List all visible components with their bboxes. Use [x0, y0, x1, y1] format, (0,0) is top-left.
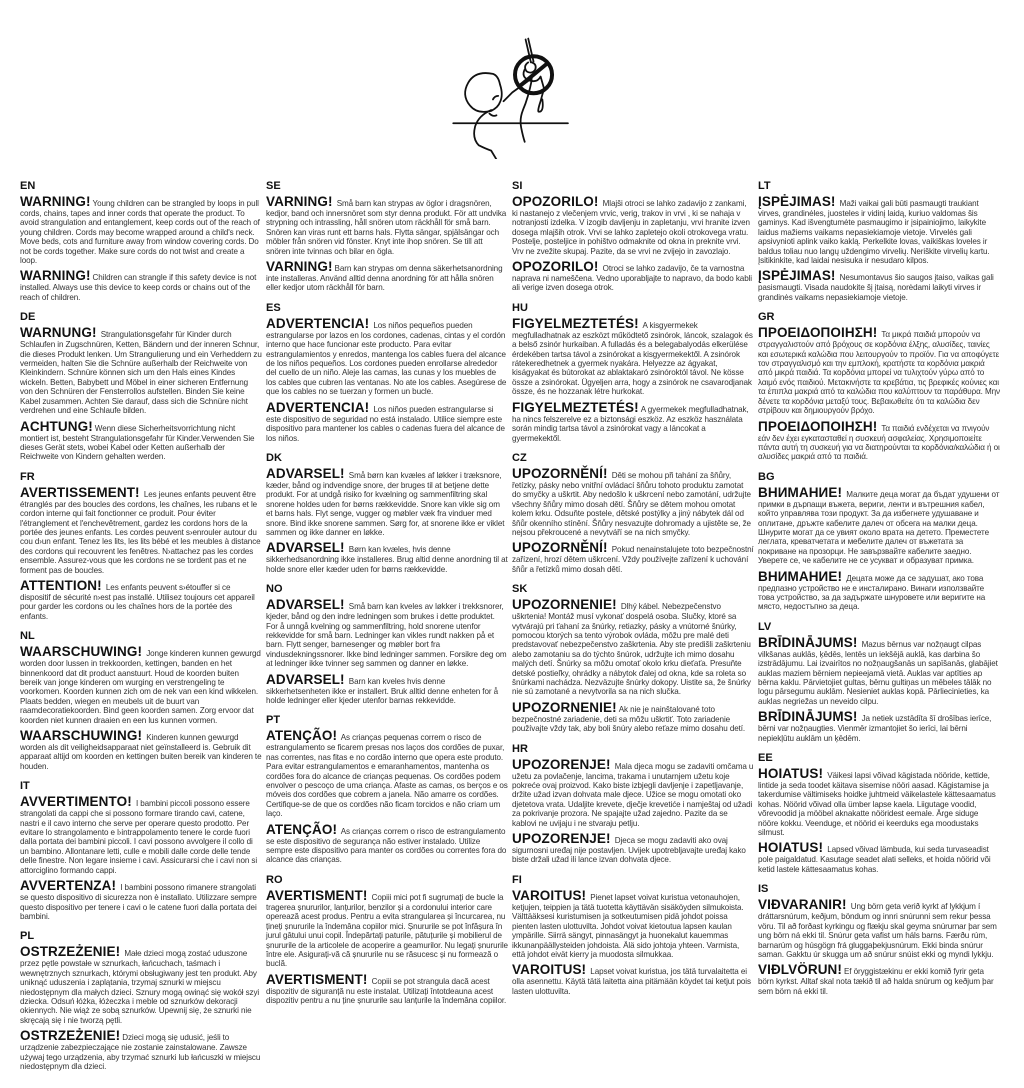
language-code: PT: [266, 714, 281, 727]
warning-text: Copiii mici pot fi sugrumați de bucle la tragerea șnururilor, lanțurilor, benzilor și a cordonului interior care operează acest produs. Pentru a evita strangularea și încurcarea, nu țineți șnururile la îndemâna copiilor mici. Șnururile se pot înfășura în jurul gâtului unui copil. Îndepărtați paturile, pătuțurile și mobilierul de șnururile de la articolele de acoperire a geamurilor. Nu legați șnururile între ele. Asigurați-vă că șnururile nu se răsucesc și nu formează o buclă.: [266, 892, 508, 969]
warning-title: WARNING!: [20, 194, 91, 209]
warning-paragraph: [20, 326, 262, 415]
warning-title: VARNING!: [266, 259, 333, 275]
language-section-hr: [512, 743, 754, 865]
warning-title: VIÐLVÖRUN!: [758, 962, 842, 978]
warning-text: Strangulationsgefahr für Kinder durch Schlaufen in Zugschnüren, Ketten, Bändern und der inneren Schnur, die dieses Produkt lenken. Um Strangulierung und ein Verheddern zu vermeiden, halten Sie die Schnüre außerhalb der Reichweite von Kleinkindern. Schnüre können sich um den Hals eines Kindes wickeln. Betten, Babybett und Möbel in einer sicheren Entfernung von den Schnüren der Fensterrollos aufstellen. Binden Sie keine Kabel zusammen. Achten Sie darauf, dass sich die Schnüre nicht verdrehen und eine Schlaufe bilden.: [20, 330, 262, 416]
warning-text: A kisgyermekek megfulladhatnak az eszközt működtető zsinórok, láncok, szalagok és a belső zsinór hurkaiban. A fulladás és a belegabalyodás elkerülése érdekében tartsa távol a zsinórokat a kisgyermekektől. A zsinórok rátekeredhetnek a gyermek nyakára. Helyezze az ágyakat, kiságyakat és bútorokat az ablaktakaró zsinóroktól távol. Ne kösse össze a zsinórokat. Ügyeljen arra, hogy a zsinórok ne csavarodjanak össze, és ne hozzanak létre hurkokat.: [512, 320, 753, 397]
warning-title: BRĪDINĀJUMS!: [758, 634, 858, 650]
warning-paragraph: [758, 898, 1000, 959]
warning-title: WAARSCHUWING!: [20, 728, 143, 744]
warning-title: ADVARSEL!: [266, 671, 345, 687]
warning-text: Малките деца могат да бъдат удушени от примки в дърпащи въжета, вериги, ленти и вътрешния кабел, който управлява този продукт. За да избегнете удушаване и оплитане, дръжте кабелите далеч от обсега на малки деца. Шнурите могат да се увият около врата на детето. Преместете леглата, креватчетата и мебелите далеч от въжетата за покриване на прозорци. Не завързвайте кабелите заедно. Уверете се, че кабелите не се усукват и образуват примка.: [758, 489, 1000, 566]
warning-text: Jonge kinderen kunnen gewurgd worden door lussen in trekkoorden, kettingen, banden en het binnenkoord dat dit product aanstuurt. Houd de koorden buiten bereik van jonge kinderen om wurging en verstrengeling te voorkomen. Koorden kunnen zich om de nek van een kind wikkelen. Plaats bedden, wiegen en meubels uit de buurt van raamdecoratiekoorden. Bind geen koorden samen. Zorg ervoor dat koorden niet kunnen draaien en een lus kunnen vormen.: [20, 649, 261, 725]
language-code: EN: [20, 180, 36, 192]
warning-title: ADVARSEL!: [266, 597, 345, 613]
warning-text: Los niños pequeños pueden estrangularse por lazos en los cordones, cadenas, cintas y el cordón interno que hace funcionar este producto. Para evitar estrangulamientos y enredos, mantenga los cables fuera del alcance de los niños pequeños. Los cordones pueden enrollarse alrededor del cuello de un niño. Aleje las camas, las cunas y los muebles de los cables que cubren las ventanas. No ate los cables. Asegúrese de que los cables no se tuerzan y formen un bucle.: [266, 320, 507, 397]
warning-paragraph: [266, 598, 508, 668]
warning-paragraph: [758, 570, 1000, 612]
warning-text: Dlhý kábel. Nebezpečenstvo uškrtenia! Montáž musí vykonať dospelá osoba. Slučky, ktoré sa vytvárajú pri ťahaní za šnúrky, retiazky, pásky a vnútorné šnúrky, pomocou ktorých sa tento výrobok ovláda, môžu pre malé deti predstavovať nebezpečenstvo zaškrtenia. Aby ste predišli zaškrteniu alebo zamotaniu sa do týchto šnúrok, udržujte ich mimo dosahu malých detí. Šnúrky sa môžu omotať okolo krku dieťaťa. Presuňte detské postieľky, ohrádky a nábytok ďalej od okna, kde sa roleta so šnúrkami nachádza. Nezväzujte šnúrky dokopy. Uistite sa, že šnúrky nie sú zamotané a nevytvorila sa na nich slučka.: [512, 602, 751, 697]
language-section-ee: [758, 752, 1000, 874]
warning-paragraph: [758, 636, 1000, 706]
language-section-fr: [20, 471, 262, 621]
warning-paragraph: [266, 467, 508, 537]
warning-title: ΠΡΟΕΙΔΟΠΟΙΗΣΗ!: [758, 418, 878, 434]
language-section-si: [512, 180, 754, 293]
language-section-pt: [266, 714, 508, 864]
warning-paragraph: [512, 598, 754, 697]
warning-paragraph: [20, 645, 262, 725]
warning-title: HOIATUS!: [758, 766, 824, 782]
warning-text: Nesumontavus šio saugos įtaiso, vaikas gali pasismaugti. Visada naudokite šį įtaisą, norėdami laikyti virves ir grandinės vaikams nepasiekiamoje vietoje.: [758, 273, 994, 302]
language-code: SK: [512, 583, 528, 596]
warning-text: Mlajši otroci se lahko zadavijo z zankami, ki nastanejo z vlečenjem vrvic, verig, trakov in vrvi , ki se nahaja v notranjosti izdelka. V izogib davljenju in zapletanju, vrvi hranite izven dosega mlajših otrok. Vrvi se lahko zapletejo okoli otrokovega vratu. Postelje, posteljice in pohištvo odmaknite od okna in preknite vrvi. Vrv ne zvežite skupaj. Pazite, da se vrvi ne zvijejo in zavozlajo.: [512, 199, 750, 256]
warning-paragraph: [20, 879, 262, 921]
warning-text: As crianças pequenas correm o risco de estrangulamento se ficarem presas nos laços dos cordões de puxar, nas correntes, nas fitas e no cordão interno que opera este produto. Para evitar estrangulamentos e emaranhamentos, mantenha os cordões fora do alcance de crianças pequenas. Os cordões podem envolver o pescoço de uma criança. Afaste as camas, os berços e os móveis dos cordões que cobrem a janela. Não amarre os cordões. Certifique-se de que os cordões não ficam torcidos e não criam um laço.: [266, 733, 508, 819]
warning-title: FIGYELMEZTETÉS!: [512, 399, 639, 415]
warning-title: AVERTISMENT!: [266, 971, 368, 987]
language-code: NO: [266, 583, 283, 596]
warning-text: Maži vaikai gali būti pasmaugti traukiant virves, grandinėles, juosteles ir vidinį laidą, kuriuo valdomas šis gaminys. Kad išvengtumėte pasmaugimo ir įsipainiojimo, laikykite laidus mažiems vaikams nepasiekiamoje vietoje. Virvelės gali apsivynioti aplink vaiko kaklą. Perkelkite lovas, vaikiškas loveles ir baldus toliau nuo langų uždengimo virvelių. Neriškite virvelių kartu. Įsitikinkite, kad laidai nesisuka ir nesudaro kilpos.: [758, 199, 990, 266]
warning-paragraph: [512, 467, 754, 537]
language-code: GR: [758, 311, 775, 324]
warning-title: ĮSPĖJIMAS!: [758, 268, 836, 284]
warning-title: OPOZORILO!: [512, 194, 599, 209]
warning-title: AVVERTIMENTO!: [20, 794, 132, 810]
language-code: BG: [758, 470, 775, 483]
warning-text: Ef öryggistækinu er ekki komið fyrir geta börn kyrkst. Alltaf skal nota tækið til að halda snúrum og keðjum þar sem börn ná ekki til.: [758, 967, 994, 996]
language-section-lt: [758, 180, 1000, 302]
warning-title: FIGYELMEZTETÉS!: [512, 315, 639, 331]
warning-title: WAARSCHUWING!: [20, 644, 143, 660]
language-code: HU: [512, 301, 528, 314]
warning-text: Børn kan kvæles, hvis denne sikkerhedsanordning ikke installeres. Brug altid denne anordning til at holde snore eller kæder uden for børns rækkevidde.: [266, 545, 508, 574]
warning-title: ADVARSEL!: [266, 465, 345, 481]
warning-paragraph: [758, 420, 1000, 462]
warning-paragraph: [512, 832, 754, 865]
language-code: PL: [20, 930, 35, 943]
language-code: EE: [758, 752, 773, 765]
warning-paragraph: [266, 401, 508, 443]
language-section-se: [266, 180, 508, 293]
language-code: LT: [758, 180, 771, 192]
warning-text: Ung börn geta verið kyrkt af lykkjum í dráttarsnúrum, keðjum, böndum og innri snúrunni sem rekur þessa vöru. Til að forðast kyrkingu og flækju skal geyma snúrurnar þar sem ung börn ná ekki til. Snúrur geta vafist um háls barns. Færðu rúm, barnarúm og húsgögn frá gluggaþekjusnúrum. Ekki binda snúrur saman. Gakktu úr skugga um að snúrur snúist ekki og myndi lykkju.: [758, 902, 997, 959]
warning-paragraph: [758, 963, 1000, 996]
warning-title: UPOZORNENIE!: [512, 597, 617, 613]
warning-paragraph: [20, 729, 262, 771]
warning-text: Väikesi lapsi võivad kägistada nööride, kettide, lintide ja seda toodet käitava sisemise nööri aasad. Kägistamise ja takerdumise vältimiseks hoidke juhtmeid väikelastele kättesaamatus kohas. Nöörid võivad olla ümber lapse kaela. Liigutage voodid, võrevoodid ja mööbel aknakatte nööridest eemale. Ärge siduge nööre kokku. Veenduge, et nöörid ei keerduks ega moodustaks silmust.: [758, 771, 996, 838]
warning-paragraph: [512, 701, 754, 734]
language-section-dk: [266, 452, 508, 574]
warning-title: UPOZORNĚNÍ!: [512, 465, 608, 481]
language-section-cz: [512, 452, 754, 574]
language-code: CZ: [512, 451, 527, 464]
warning-text: Djeca se mogu zadaviti ako ovaj sigurnosni uređaj nije postavljen. Uvijek upotrebljavajte uređaj kako biste držali užad ili lance izvan dohvata djece.: [512, 836, 746, 865]
warning-paragraph: [266, 195, 508, 256]
warning-title: UPOZORNENIE!: [512, 699, 617, 715]
warning-paragraph: [266, 260, 508, 293]
warning-text: Små børn kan kvæles af løkker i træksnore, kæder, bånd og indvendige snore, der bruges til at betjene dette produkt. For at undgå risiko for kvælning og sammenfiltring skal snorene holdes uden for børns rækkevidde. Snore kan vikle sig om et barns hals. Flyt senge, vugger og møbler væk fra vinduer med snore. Bind ikke snorene sammen. Sørg for, at snorene ikke er viklet sammen og ikke danner en løkke.: [266, 470, 505, 537]
warning-title: AVVERTENZA!: [20, 878, 117, 894]
warning-title: WARNING!: [20, 268, 91, 284]
language-section-nl: [20, 630, 262, 771]
warning-text: Barn kan kveles hvis denne sikkerhetsenheten ikke er installert. Bruk alltid denne enheten for å holde ledninger eller kjeder utenfor barnas rekkevidde.: [266, 676, 499, 705]
language-section-de: [20, 311, 262, 461]
language-section-en: [20, 180, 262, 302]
warning-text: Małe dzieci mogą zostać uduszone przez pętle powstałe w sznurkach, łańcuchach, taśmach i wewnętrznych sznurkach, którymi obsługiwany jest ten produkt. Aby uniknąć uduszenia i zaplątania, trzymaj sznurki w miejscu niedostępnym dla małych dzieci. Sznury mogą owinąć się wokół szyi dziecka. Odsuń łóżka, łóżeczka i meble od sznurków dekoracji okiennych. Nie wiąż ze sobą sznurków. Upewnij się, że sznurki nie skręcają się i nie tworzą pętli.: [20, 949, 260, 1025]
warning-paragraph: [758, 767, 1000, 837]
warning-title: VARNING!: [266, 194, 333, 209]
language-section-es: [266, 302, 508, 443]
warning-title: VAROITUS!: [512, 962, 587, 978]
warning-paragraph: [758, 710, 1000, 743]
warning-text: Mala djeca mogu se zadaviti omčama u užetu za povlačenje, lancima, trakama i unutarnjem užetu koje pokreće ovaj proizvod. Kako biste izbjegli davljenje i zapetljavanje, držite užad izvan dohvata male djece. Užice se mogu omotati oko djetetova vrata. Udaljite krevete, dječje krevetiće i namještaj od užadi za pokrivanje prozora. Ne spajajte užad zajedno. Pazite da se kablovi ne uvijaju i ne stvaraju petlju.: [512, 761, 754, 828]
language-section-is: [758, 883, 1000, 996]
warning-paragraph: [512, 889, 754, 959]
language-code: IS: [758, 883, 769, 896]
warning-paragraph: [20, 195, 262, 265]
language-section-gr: [758, 311, 1000, 461]
warning-paragraph: [266, 673, 508, 706]
warning-paragraph: [512, 260, 754, 293]
warning-paragraph: [512, 541, 754, 574]
warning-title: ADVERTENCIA!: [266, 399, 370, 415]
warning-title: ВНИМАНИЕ!: [758, 568, 843, 584]
warning-title: OSTRZEŻENIE!: [20, 1028, 121, 1044]
warning-paragraph: [512, 758, 754, 828]
warning-paragraph: [266, 889, 508, 969]
warning-title: ADVARSEL!: [266, 540, 345, 556]
warning-text: Lapsed võivad lämbuda, kui seda turvaseadist pole paigaldatud. Kasutage seadet alati selleks, et hoida nöörid või ketid lastele kättesaamatus kohas.: [758, 845, 991, 874]
warning-title: OPOZORILO!: [512, 259, 599, 275]
warning-paragraph: [20, 486, 262, 575]
warning-title: AVERTISSEMENT!: [20, 484, 140, 500]
warning-title: ATENÇÃO!: [266, 821, 338, 837]
warning-text: Young children can be strangled by loops in pull cords, chains, tapes and inner cords that operate the product. To avoid strangulation and entanglement, keep cords out of the reach of young children. Cords may become wrapped around a child's neck. Move beds, cots and furniture away from window covering cords. Do not be cords together. Make sure cords do not twist and create a loop.: [20, 199, 260, 266]
warning-paragraph: [758, 326, 1000, 415]
warning-text: Děti se mohou při tahání za šňůry, řetízky, pásky nebo vnitřní ovládací šňůru tohoto produktu zamotat do smyčky a uškrtit. Aby nedošlo k uškrcení nebo zamotání, udržujte všechny šňůry mimo dosah dětí. Šňůry se dětem mohou omotat kolem krku. Odsuňte postele, dětské postýlky a jiný nábytek dál od šňůr okenního stínění. Šňůry nesvazujte dohromady a ujistěte se, že nejsou překroucené a nevytváří se na nich smyčky.: [512, 470, 751, 537]
language-code: DK: [266, 451, 282, 464]
warning-title: UPOZORENJE!: [512, 831, 611, 847]
warning-paragraph: [266, 729, 508, 818]
warning-paragraph: [512, 317, 754, 397]
warning-title: BRĪDINĀJUMS!: [758, 709, 858, 725]
language-column: [512, 180, 754, 1005]
warning-text: Children can strangle if this safety device is not installed. Always use this device to keep cords or chains out of the reach of children.: [20, 273, 257, 302]
warning-title: ADVERTENCIA!: [266, 315, 370, 331]
warning-paragraph: [758, 841, 1000, 874]
warning-text: I bambini possono rimanere strangolati se questo dispositivo di sicurezza non è installato. Utilizzare sempre questo dispositivo per tenere i cavi o le catene fuori dalla portata dei bambini.: [20, 883, 257, 921]
warning-title: WARNUNG!: [20, 325, 97, 341]
language-column: [758, 180, 1000, 1005]
warning-text: Kinderen kunnen gewurgd worden als dit veiligheidsapparaat niet geïnstalleerd is. Gebruik dit apparaat altijd om koorden en kettingen buiten bereik van kinderen te houden.: [20, 733, 262, 771]
warning-text: Децата може да се задушат, ако това предпазно устройство не е инсталирано. Винаги използвайте това устройство, за да задържате шнуровете или веригите на място, недостъпно за деца.: [758, 573, 986, 612]
language-code: NL: [20, 630, 35, 643]
language-code: DE: [20, 311, 36, 324]
warning-text: Ja netiek uzstādīta šī drošības ierīce, bērni var nožņaugties. Vienmēr izmantojiet šo ierīci, lai bērni nepiekļūtu auklām un ķēdēm.: [758, 714, 992, 743]
warning-text: Copiii se pot strangula dacă acest dispozitiv de siguranță nu este instalat. Utilizați întotdeauna acest dispozitiv pentru a nu ține șnururile sau lanțurile la îndemâna copiilor.: [266, 976, 507, 1006]
language-section-it: [20, 780, 262, 921]
warning-text: Ak nie je nainštalované toto bezpečnostné zariadenie, deti sa môžu uškrtiť. Toto zariadenie používajte vždy tak, aby boli šnúry alebo reťaze mimo dosahu detí.: [512, 704, 746, 734]
warning-text: Dzieci mogą się udusić, jeśli to urządzenie zabezpieczające nie zostanie zainstalowane. Zawsze używaj tego urządzenia, aby trzymać sznurki lub łańcuszki w miejscu niedostępnym dla dzieci.: [20, 1033, 261, 1071]
warning-paragraph: [758, 195, 1000, 265]
warning-title: ATENÇÃO!: [266, 728, 338, 744]
warning-text: Pokud nenainstalujete toto bezpečnostní zařízení, hrozí dětem uškrcení. Vždy používejte zařízení k uchování šňůr a řetízků mimo dosah dětí.: [512, 545, 754, 574]
language-code: IT: [20, 780, 30, 793]
warning-title: ВНИМАНИЕ!: [758, 484, 843, 500]
warning-text: Otroci se lahko zadavijo, če ta varnostna naprava ni nameščena. Vedno uporabljajte to napravo, da bodo kabli ali verige izven dosega otrok.: [512, 264, 752, 293]
warning-text: Små barn kan strypas av öglor i dragsnören, kedjor, band och innersnöret som styr denna produkt. För att undvika strypning och intrassling, håll snören utom räckhåll för små barn. Snören kan viras runt ett barns hals. Flytta sängar, spjälsängar och möbler från snören vid fönster. Knyt inte ihop snören. Se till att snören inte tvinnas och bilar en ögla.: [266, 199, 507, 256]
warning-title: ACHTUNG!: [20, 418, 93, 434]
warning-title: OSTRZEŻENIE!: [20, 944, 121, 960]
language-column: [266, 180, 508, 1015]
warning-text: A gyermekek megfulladhatnak, ha nincs felszerelve ez a biztonsági eszköz. Az eszköz használata során mindig tartsa távol a zsinórokat vagy a láncokat a gyermekektől.: [512, 404, 749, 443]
warning-text: As crianças correm o risco de estrangulamento se este dispositivo de segurança não estiver instalado. Utilize sempre este dispositivo para manter os cordões ou correntes fora do alcance das crianças.: [266, 826, 507, 865]
warning-paragraph: [512, 963, 754, 996]
warning-title: AVERTISMENT!: [266, 887, 368, 903]
warning-paragraph: [758, 269, 1000, 302]
warning-title: VAROITUS!: [512, 887, 587, 903]
warning-paragraph: [266, 541, 508, 574]
warning-text: Mazus bērnus var nožņaugt cilpas vilkšanas auklās, ķēdēs, lentēs un iekšējā auklā, kas darbina šo izstrādājumu. Lai izvairītos no nožņaugšanās un sapīšanās, glabājiet auklas maziem bērniem nepieejamā vietā. Auklas var aptīties ap bērna kaklu. Pārvietojiet gultas, bērnu gultiņas un mēbeles tālāk no logu pārsegumu auklām. Nesieniet auklas kopā. Pārliecinieties, ka auklas negriežas un neveido cilpu.: [758, 639, 998, 706]
warning-paragraph: [266, 973, 508, 1006]
warning-paragraph: [512, 195, 754, 256]
language-section-hu: [512, 302, 754, 443]
language-code: SI: [512, 180, 523, 192]
language-section-lv: [758, 621, 1000, 743]
warning-title: UPOZORNĚNÍ!: [512, 540, 608, 556]
warning-text: Små barn kan kveles av løkker i trekksnorer, kjeder, bånd og den indre ledningen som brukes i dette produktet. For å unngå kvelning og sammenfiltring, hold snorene utenfor rekkevidde for små barn. Ledninger kan vikles rundt nakken på et barn. Flytt senger, barnesenger og møbler bort fra vindusdekningssnorer. Ikke bind ledninger sammen. Forsikre deg om at ledninger ikke tvinner seg sammen og danner en løkke.: [266, 602, 507, 669]
language-code: ES: [266, 301, 281, 314]
warning-paragraph: [20, 945, 262, 1025]
language-section-pl: [20, 930, 262, 1071]
warning-paragraph: [512, 401, 754, 443]
warning-paragraph: [758, 486, 1000, 566]
language-section-sk: [512, 583, 754, 733]
warning-text: Barn kan strypas om denna säkerhetsanordning inte installeras. Använd alltid denna anordning för att hålla snören eller kedjor utom räckhåll för barn.: [266, 264, 503, 293]
warning-paragraph: [20, 1029, 262, 1071]
warning-text: I bambini piccoli possono essere strangolati da cappi che si possono formare tirando cavi, catene, nastri e il cavo interno che serve per operare questo prodotto. Per evitare lo strangolamento e l›intrappolamento tenere le corde fuori dalla portata dei bambini piccoli. I cavi possono avvolgere il collo di un bambino. Allontanare letti, culle e mobili dalle corde delle tende delle finestre. Non legare insieme i cavi. Assicurarsi che i cavi non si attorciglino formando cappi.: [20, 799, 258, 875]
warning-title: UPOZORENJE!: [512, 756, 611, 772]
warning-text: Les jeunes enfants peuvent être étranglés par des boucles des cordons, les chaînes, les rubans et le cordon interne qui fait fonctionner ce produit. Pour éviter l'étranglement et l'enchevêtrement, gardez les cordons hors de la portée des jeunes enfants. Les cordes peuvent s›enrouler autour du cou d›un enfant. Tenez les lits, les lits bébé et les meubles à distance des cordons qui recouvrent les fenêtres. N›attachez pas les cordes ensemble. Assurez-vous que les cordons ne se tordent pas et ne forment pas de boucles.: [20, 489, 261, 575]
warning-paragraph: [266, 317, 508, 397]
warning-paragraph: [20, 579, 262, 621]
warning-title: ĮSPĖJIMAS!: [758, 194, 836, 209]
warning-paragraph: [20, 420, 262, 462]
warning-text: Τα μικρά παιδιά μπορούν να στραγγαλιστούν από βρόχους σε κορδόνια έλξης, αλυσίδες, ταινίες και εσωτερικά καλώδια που λειτουργούν το προϊόν. Για να αποφύγετε τον στραγγαλισμό και την εμπλοκή, κρατήστε τα κορδόνια μακριά από μικρά παιδιά. Τα κορδόνια μπορεί να τυλιχτούν γύρω από το λαιμό ενός παιδιού. Μετακινήστε τα κρεβάτια, τις βρεφικές κούνιες και τα έπιπλα μακριά από τα καλώδια που καλύπτουν τα παράθυρα. Μην δένετε τα κορδόνια μεταξύ τους. Βεβαιωθείτε ότι τα καλώδια δεν στρίβουν και δημιουργούν βρόχο.: [758, 330, 1000, 416]
language-column: [20, 180, 262, 1080]
language-section-ro: [266, 874, 508, 1006]
language-section-no: [266, 583, 508, 705]
warning-paragraph: [20, 269, 262, 302]
warning-title: VIÐVARANIR!: [758, 897, 847, 913]
warning-paragraph: [20, 795, 262, 875]
warning-text: Pienet lapset voivat kuristua vetonauhojen, ketjujen, teippien ja tätä tuotetta käyttävän sisäköyden silmukoista. Välttääksesi kuristumisen ja sotkeutumisen pidä johdot poissa pienten lasten ulottuvilta. Johdot voivat kietoutua lapsen kaulan ympärille. Siirrä sängyt, pinnasängyt ja huonekalut kauemmas ikkunanpäällysteiden johdoista. Älä sido johtoja yhteen. Varmista, että johdot eivät kierry ja muodosta silmukkaa.: [512, 892, 744, 959]
language-code: FI: [512, 873, 522, 886]
language-code: LV: [758, 620, 772, 633]
language-section-bg: [758, 471, 1000, 612]
warning-title: ATTENTION!: [20, 577, 102, 593]
warning-title: ΠΡΟΕΙΔΟΠΟΙΗΣΗ!: [758, 325, 878, 341]
warning-text: Les enfants peuvent s›étouffer si ce dispositif de sécurité n›est pas installé. Utilisez toujours cet appareil pour garder les cordons ou les chaînes hors de la portée des enfants.: [20, 582, 255, 621]
language-code: RO: [266, 873, 283, 886]
warning-text: Wenn diese Sicherheitsvorrichtung nicht montiert ist, besteht Strangulationsgefahr für Kinder.Verwenden Sie dieses Gerät stets, wobei Kabel oder Ketten außerhalb der Reichweite von Kindern gehalten werden.: [20, 423, 255, 462]
warning-text: Τα παιδιά ενδέχεται να πνιγούν εάν δεν έχει εγκατασταθεί η συσκευή ασφαλείας. Χρησιμοποιείτε πάντα αυτή τη συσκευή για να διατηρούνται τα κορδόνια/καλώδια ή οι αλυσίδες μακριά από τα παιδιά.: [758, 423, 1000, 462]
warning-paragraph: [266, 823, 508, 865]
language-code: HR: [512, 742, 528, 755]
warning-text: Lapset voivat kuristua, jos tätä turvalaitetta ei olla asennettu. Käytä tätä laitetta aina pitämään köydet tai ketjut pois lasten ulottuvilta.: [512, 967, 751, 996]
language-code: SE: [266, 180, 281, 192]
warning-text: Los niños pueden estrangularse si este dispositivo de seguridad no está instalado. Utilice siempre este dispositivo para mantener los cables o cadenas fuera del alcance de los niños.: [266, 404, 505, 443]
language-code: FR: [20, 470, 35, 483]
warning-title: HOIATUS!: [758, 840, 824, 856]
language-section-fi: [512, 874, 754, 996]
child-reaching-cord-prohibited-icon: [440, 24, 590, 159]
